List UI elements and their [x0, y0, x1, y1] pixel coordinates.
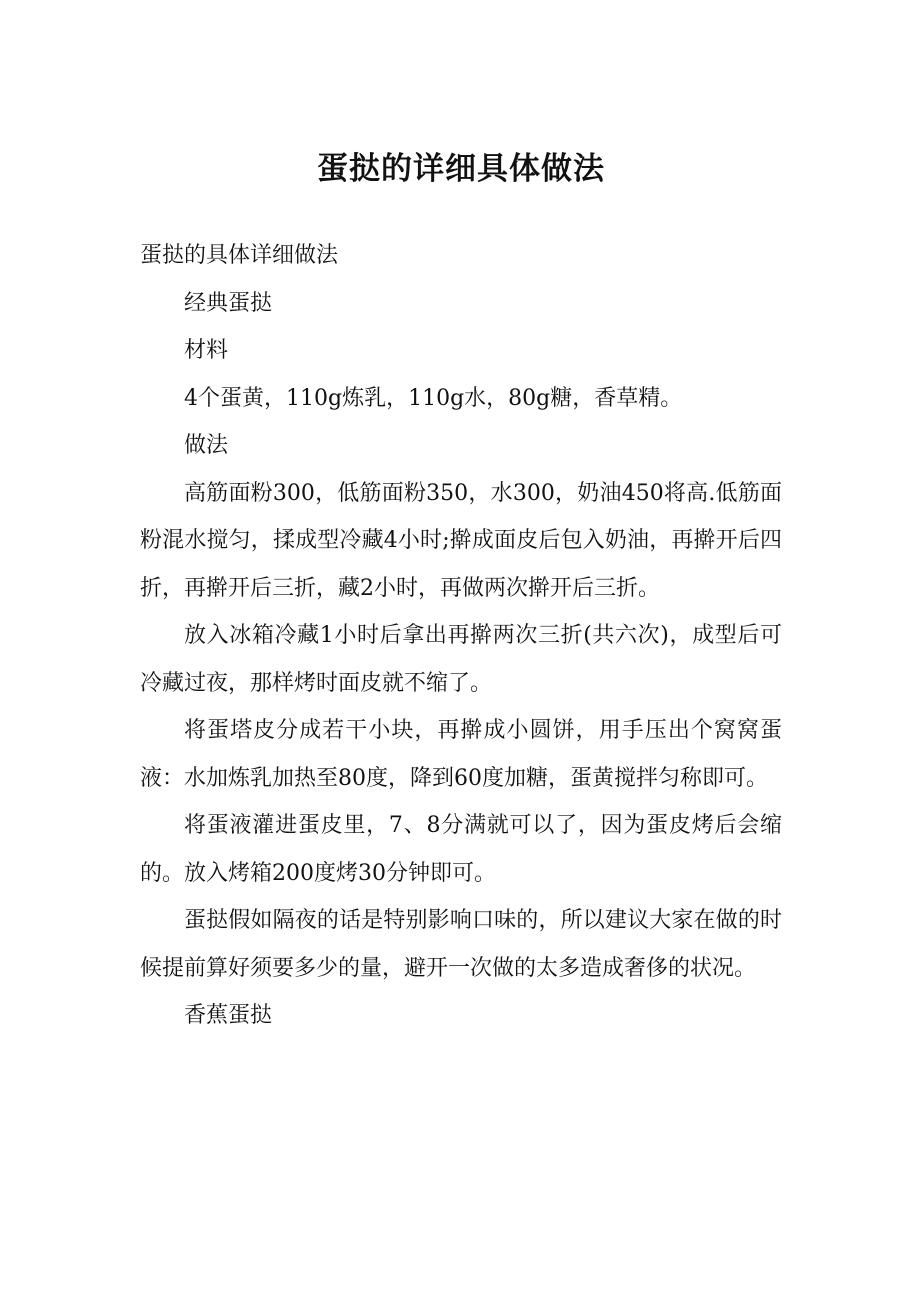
document-title: 蛋挞的详细具体做法 [317, 151, 605, 187]
document-body [140, 232, 782, 1040]
subheading-method: 做法 [184, 433, 229, 458]
materials-list: 4个蛋黄，110g炼乳，110g水，80g糖，香草精。 [184, 385, 683, 411]
section-heading-classic: 经典蛋挞 [184, 290, 273, 316]
subheading-materials: 材料 [184, 338, 229, 363]
section-heading-banana: 香蕉蛋挞 [184, 1003, 273, 1028]
tip-paragraph: 蛋挞假如隔夜的话是特别影响口味的，所以建议大家在做的时候提前算好须要多少的量，避开一次做的太多造成奢侈的状况。 [140, 908, 782, 981]
method-step-4: 将蛋液灌进蛋皮里，7、8分满就可以了，因为蛋皮烤后会缩的。放入烤箱200度烤30分钟即可。 [140, 813, 782, 886]
method-step-2: 放入冰箱冷藏1小时后拿出再擀两次三折(共六次)，成型后可冷藏过夜，那样烤时面皮就不缩了。 [140, 623, 782, 696]
method-step-3: 将蛋塔皮分成若干小块，再擀成小圆饼，用手压出个窝窝蛋液：水加炼乳加热至80度，降到60度加糖，蛋黄搅拌匀称即可。 [140, 718, 782, 791]
intro-heading: 蛋挞的具体详细做法 [140, 243, 339, 268]
method-step-1: 高筋面粉300，低筋面粉350，水300，奶油450将高.低筋面粉混水搅匀，揉成型冷藏4小时;擀成面皮后包入奶油，再擀开后四折，再擀开后三折，藏2小时，再做两次擀开后三折。 [140, 480, 782, 601]
